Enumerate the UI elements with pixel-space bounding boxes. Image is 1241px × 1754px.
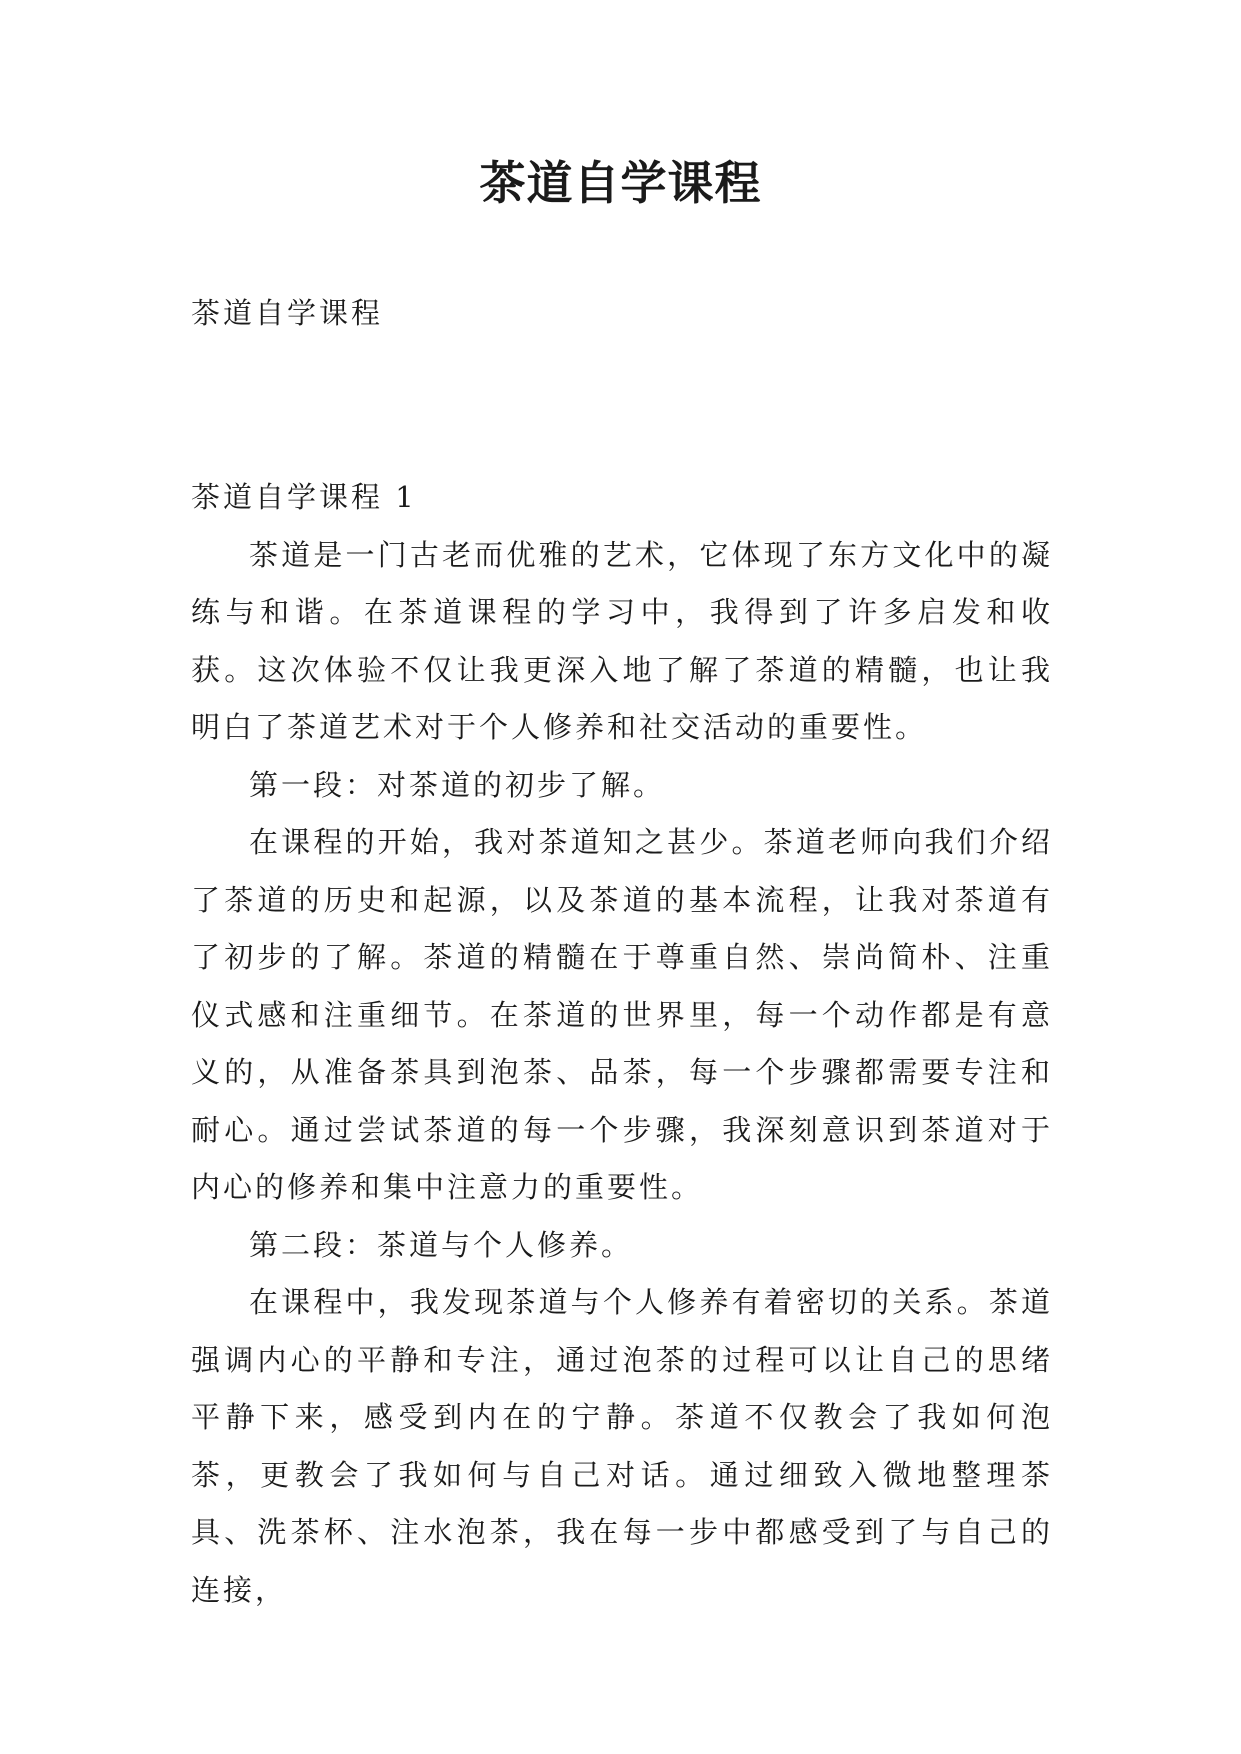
paragraph-part-two-body: 在课程中，我发现茶道与个人修养有着密切的关系。茶道强调内心的平静和专注，通过泡茶的过程可以让自己的思绪平静下来，感受到内在的宁静。茶道不仅教会了我如何泡茶，更教会了我如何与自己对话。通过细致入微地整理茶具、洗茶杯、注水泡茶，我在每一步中都感受到了与自己的连接，	[191, 1285, 1053, 1607]
paragraph-intro: 茶道是一门古老而优雅的艺术，它体现了东方文化中的凝练与和谐。在茶道课程的学习中，我得到了许多启发和收获。这次体验不仅让我更深入地了解了茶道的精髓，也让我明白了茶道艺术对于个人修养和社交活动的重要性。	[191, 537, 1053, 744]
document-title: 茶道自学课程	[479, 156, 762, 210]
document-subtitle: 茶道自学课程	[191, 296, 384, 330]
paragraph-part-one-heading: 第一段：对茶道的初步了解。	[249, 767, 666, 802]
paragraph-part-two-heading: 第二段：茶道与个人修养。	[249, 1227, 634, 1262]
document-body	[191, 469, 1053, 1619]
paragraph-part-one-body: 在课程的开始，我对茶道知之甚少。茶道老师向我们介绍了茶道的历史和起源，以及茶道的基本流程，让我对茶道有了初步的了解。茶道的精髓在于尊重自然、崇尚简朴、注重仪式感和注重细节。在茶道的世界里，每一个动作都是有意义的，从准备茶具到泡茶、品茶，每一个步骤都需要专注和耐心。通过尝试茶道的每一个步骤，我深刻意识到茶道对于内心的修养和集中注意力的重要性。	[191, 825, 1053, 1204]
section-heading: 茶道自学课程 1	[191, 480, 417, 514]
